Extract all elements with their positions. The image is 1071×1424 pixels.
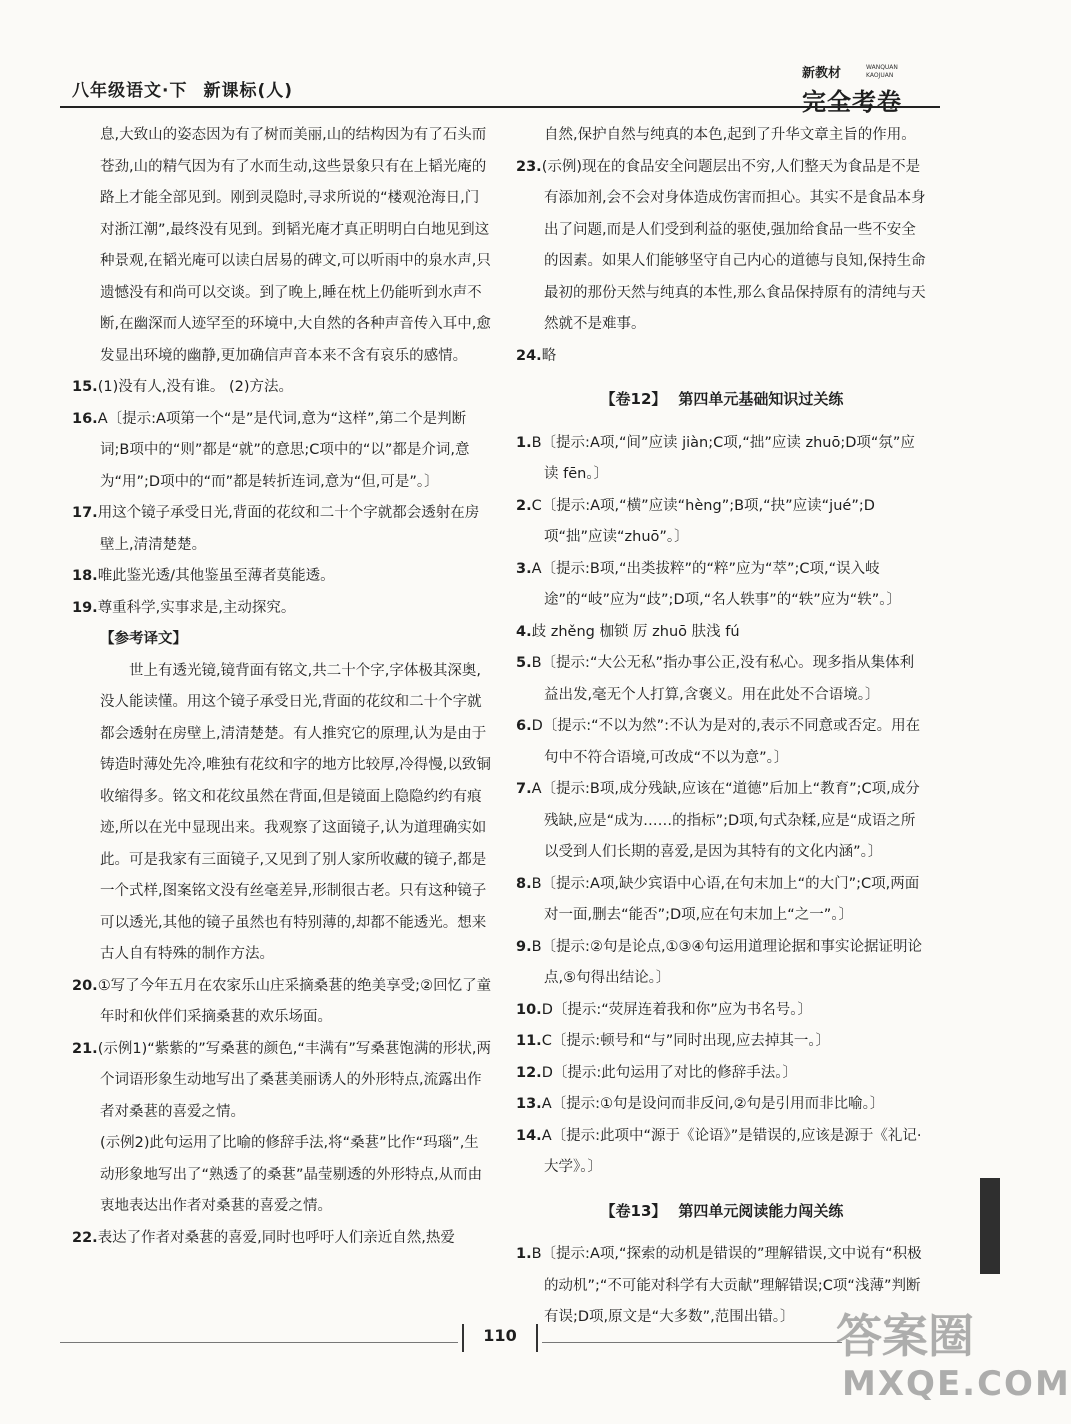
left-column <box>72 120 492 1254</box>
answer-17: 17.用这个镜子承受日光,背面的花纹和二十个字就都会透射在房壁上,清清楚楚。 <box>72 505 480 553</box>
brand-small-text: 新教材 <box>802 66 842 81</box>
header-book-info <box>72 76 293 101</box>
footer-bar-left <box>462 1324 464 1352</box>
answer-18: 18.唯此鉴光透/其他鉴虽至薄者莫能透。 <box>72 568 335 584</box>
answer-15: 15.(1)没有人,没有谁。 (2)方法。 <box>72 379 293 395</box>
section-12-heading <box>516 384 928 416</box>
section-13-label: 【卷13】 <box>600 1201 667 1220</box>
s12-answer-3: 3.A〔提示:B项,“出类拔粹”的“粹”应为“萃”;C项,“误入岐途”的“岐”应为“歧”;D项,“名人轶事”的“轶”应为“轶”。〕 <box>516 560 902 608</box>
s12-answer-12: 12.D〔提示:此句运用了对比的修辞手法。〕 <box>516 1064 797 1081</box>
right-column <box>516 120 928 1334</box>
answer-23: 23.(示例)现在的食品安全问题层出不穷,人们整天为食品是不是有添加剂,会不会对身体造成伤害而担心。其实不是食品本身出了问题,而是人们受到利益的驱使,强加给食品一些不安全的因素。如果人们能够坚守自己内心的道德与良知,保持生命最初的那份天然与纯真的本性,那么食品保持原有的清纯与天然就不是难事。 <box>516 158 926 332</box>
section-12-label: 【卷12】 <box>600 390 667 408</box>
s12-answer-1: 1.B〔提示:A项,“间”应读 jiàn;C项,“拙”应读 zhuō;D项“氛”应读 fēn。〕 <box>516 434 915 482</box>
s12-answer-2: 2.C〔提示:A项,“横”应读“hèng”;B项,“抉”应读“jué”;D项“拙”应读“zhuō”。〕 <box>516 497 875 545</box>
brand-logo <box>802 62 922 116</box>
s12-answer-5: 5.B〔提示:“大公无私”指办事公正,没有私心。现多指从集体利益出发,毫无个人打算,含褒义。用在此处不合语境。〕 <box>516 655 915 703</box>
footer-rule-right <box>542 1342 842 1343</box>
footer-bar-right <box>536 1324 538 1352</box>
answer-21-example-2: (示例2)此句运用了比喻的修辞手法,将“桑葚”比作“玛瑙”,生动形象地写出了“熟透了的桑葚”晶莹剔透的外形特点,从而由衷地表达出作者对桑葚的喜爱之情。 <box>100 1135 483 1214</box>
page-number: 110 <box>483 1326 517 1345</box>
answer-24: 24.略 <box>516 347 557 364</box>
s12-answer-8: 8.B〔提示:A项,缺少宾语中心语,在句末加上“的大门”;C项,两面对一面,删去“能否”;D项,应在句末加上“之一”。〕 <box>516 875 920 923</box>
curriculum-label: 新课标(人) <box>203 81 294 101</box>
answer-19: 19.尊重科学,实事求是,主动探究。 <box>72 599 296 616</box>
watermark-logo <box>836 1300 1071 1416</box>
section-12-title: 第四单元基础知识过关练 <box>678 390 844 408</box>
section-13-heading <box>516 1196 928 1228</box>
brand-pinyin: WANQUAN KAOJUAN <box>866 64 898 79</box>
reference-translation: 世上有透光镜,镜背面有铭文,共二十个字,字体极其深奥,没人能读懂。用这个镜子承受日光,背面的花纹和二十个字就都会透射在房壁上,清清楚楚。有人推究它的原理,认为是由于铸造时薄处先冷,唯独有花纹和字的地方比较厚,冷得慢,以致铜收缩得多。铭文和花纹虽然在背面,但是镜面上隐隐约约有痕迹,所以在光中显现出来。我观察了这面镜子,认为道理确实如此。可是我家有三面镜子,又见到了别人家所收藏的镜子,都是一个式样,图案铭文没有丝毫差异,形制很古老。只有这种镜子可以透光,其他的镜子虽然也有特别薄的,却都不能透光。想来古人自有特殊的制作方法。 <box>100 662 491 962</box>
s12-answer-11: 11.C〔提示:顿号和“与”同时出现,应去掉其一。〕 <box>516 1033 831 1049</box>
continued-answer-22: 自然,保护自然与纯真的本色,起到了升华文章主旨的作用。 <box>544 127 916 143</box>
answer-21: 21.(示例1)“紫紫的”写桑葚的颜色,“丰满有”写桑葚饱满的形状,两个词语形象生动地写出了桑葚美丽诱人的外形特点,流露出作者对桑葚的喜爱之情。 <box>72 1040 491 1120</box>
side-thumb-tab <box>980 1178 1000 1274</box>
brand-title: 完全考卷 <box>802 88 902 116</box>
section-13-title: 第四单元阅读能力闯关练 <box>678 1201 844 1220</box>
s12-answer-13: 13.A〔提示:①句是设问而非反问,②句是引用而非比喻。〕 <box>516 1096 885 1112</box>
answer-22: 22.表达了作者对桑葚的喜爱,同时也呼吁人们亲近自然,热爱 <box>72 1229 455 1246</box>
watermark-domain: MXQE.COM <box>842 1364 1071 1404</box>
footer-rule-left <box>60 1342 458 1343</box>
s13-answer-1: 1.B〔提示:A项,“探索的动机是错误的”理解错误,文中说有“积极的动机”;“不可能对科学有大贡献”理解错误;C项“浅薄”判断有误;D项,原文是“大多数”,范围出错。〕 <box>516 1246 922 1325</box>
answer-16: 16.A〔提示:A项第一个“是”是代词,意为“这样”,第二个是判断词;B项中的“则”都是“就”的意思;C项中的“以”都是介词,意为“用”;D项中的“而”都是转折连词,意为“但,可是”。〕 <box>72 410 470 490</box>
answer-20: 20.①写了今年五月在农家乐山庄采摘桑葚的绝美享受;②回忆了童年时和伙伴们采摘桑葚的欢乐场面。 <box>72 977 492 1025</box>
reference-translation-title: 【参考译文】 <box>100 631 187 647</box>
s12-answer-10: 10.D〔提示:“荧屏连着我和你”应为书名号。〕 <box>516 1001 813 1018</box>
s12-answer-6: 6.D〔提示:“不以为然”:不认为是对的,表示不同意或否定。用在句中不符合语境,可改成“不以为意”。〕 <box>516 718 921 766</box>
page-header <box>60 62 940 116</box>
watermark-text: 答案圈 <box>836 1309 974 1363</box>
s12-answer-14: 14.A〔提示:此项中“源于《论语》”是错误的,应该是源于《礼记·大学》。〕 <box>516 1127 922 1175</box>
continued-translation: 息,大致山的姿态因为有了树而美丽,山的结构因为有了石头而苍劲,山的精气因为有了水而生动,这些景象只有在上韬光庵的路上才能全部见到。刚到灵隐时,寻求所说的“楼观沧海日,门对浙江潮”,最终没有见到。到韬光庵才真正明明白白地见到这种景观,在韬光庵可以读白居易的碑文,可以听雨中的泉水声,只遗憾没有和尚可以交谈。到了晚上,睡在枕上仍能听到水声不断,在幽深而人迹罕至的环境中,大自然的各种声音传入耳中,愈发显出环境的幽静,更加确信声音本来不含有哀乐的感情。 <box>100 127 491 364</box>
grade-label: 八年级语文·下 <box>72 81 188 101</box>
header-divider <box>60 106 940 108</box>
s12-answer-9: 9.B〔提示:②句是论点,①③④句运用道理论据和事实论据证明论点,⑤句得出结论。〕 <box>516 938 923 986</box>
s12-answer-7: 7.A〔提示:B项,成分残缺,应该在“道德”后加上“教育”;C项,成分残缺,应是“成为……的指标”;D项,句式杂糅,应是“成语之所以受到人们长期的喜爱,是因为其特有的文化内涵”。〕 <box>516 781 920 860</box>
s12-answer-4: 4.歧 zhěng 枷锁 厉 zhuō 肤浅 fú <box>516 623 740 640</box>
